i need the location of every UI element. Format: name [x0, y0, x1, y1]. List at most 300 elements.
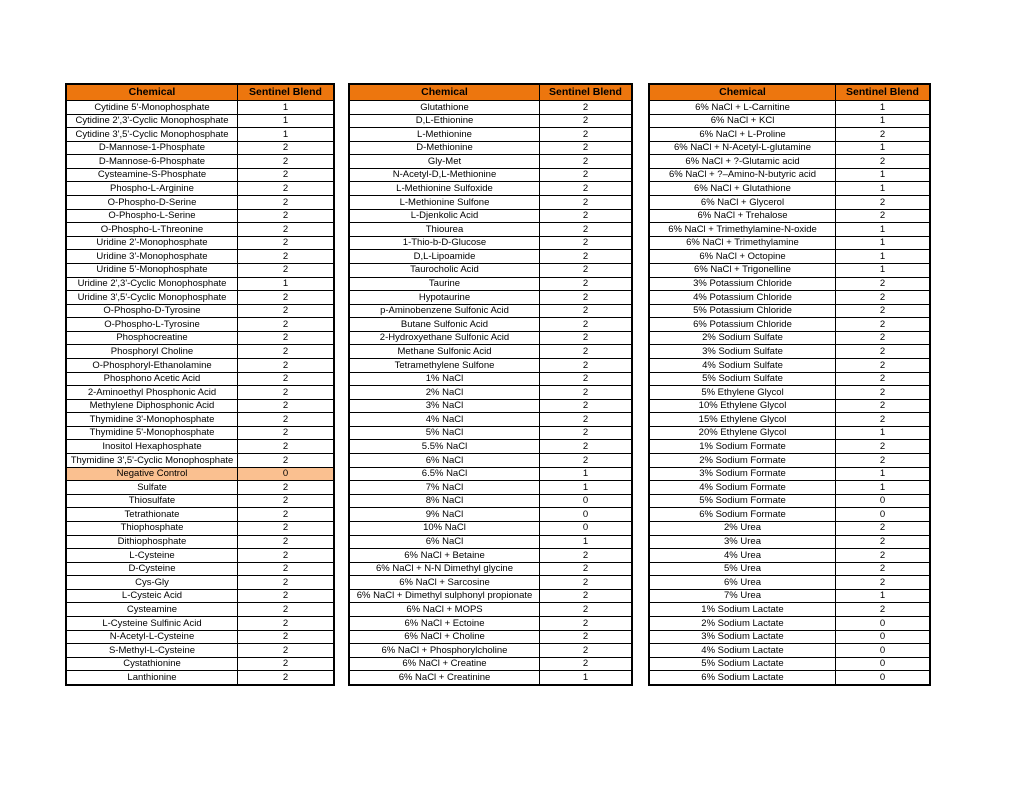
chemical-cell: Cysteamine-S-Phosphate: [67, 169, 238, 182]
blend-cell: 1: [582, 536, 589, 548]
table-row: [650, 576, 929, 590]
blend-cell: 2: [282, 210, 289, 222]
blend-cell: 2: [582, 128, 589, 140]
blend-cell: 2: [582, 359, 589, 371]
chemical-cell: 3% NaCl: [350, 400, 540, 413]
blend-cell: 2: [282, 345, 289, 357]
chemical-cell: 2-Hydroxyethane Sulfonic Acid: [350, 332, 540, 345]
blend-cell: 2: [879, 345, 886, 357]
blend-cell: 2: [582, 590, 589, 602]
blend-cell: 0: [238, 468, 333, 481]
chemical-cell: 15% Ethylene Glycol: [650, 413, 836, 426]
blend-cell: 2: [582, 278, 589, 290]
chemical-cell: 6% NaCl + Octopine: [650, 250, 836, 263]
chemical-cell: 6% Sodium Lactate: [650, 671, 836, 684]
chemical-cell: Cystathionine: [67, 658, 238, 671]
blend-cell: 2: [582, 563, 589, 575]
table-row: [650, 522, 929, 536]
table-row: [650, 264, 929, 278]
blend-cell: 2: [582, 576, 589, 588]
chemical-cell: 4% Sodium Lactate: [650, 644, 836, 657]
blend-cell: 2: [282, 250, 289, 262]
table-row: [650, 603, 929, 617]
sentinel-blend-header: Sentinel Blend: [549, 86, 622, 99]
chemical-cell: 2-Aminoethyl Phosphonic Acid: [67, 386, 238, 399]
table-row: [350, 440, 631, 454]
chemical-cell: L-Cysteine Sulfinic Acid: [67, 617, 238, 630]
table-row: [650, 318, 929, 332]
blend-cell: 2: [282, 318, 289, 330]
table-row: [350, 671, 631, 684]
chemical-cell: D,L-Ethionine: [350, 115, 540, 128]
blend-cell: 2: [282, 291, 289, 303]
table-row: [67, 427, 333, 441]
table-row: [67, 373, 333, 387]
chemical-cell: Hypotaurine: [350, 291, 540, 304]
table-row: [350, 318, 631, 332]
chemical-cell: D-Mannose-1-Phosphate: [67, 142, 238, 155]
table-row: [67, 345, 333, 359]
chemical-cell: 3% Sodium Sulfate: [650, 345, 836, 358]
table-row: [67, 128, 333, 142]
blend-cell: 2: [879, 305, 886, 317]
chemical-cell: Taurocholic Acid: [350, 264, 540, 277]
chemical-cell: 4% Sodium Sulfate: [650, 359, 836, 372]
table-row: [67, 223, 333, 237]
blend-cell: 2: [582, 264, 589, 276]
table-row: [650, 631, 929, 645]
blend-cell: 2: [879, 536, 886, 548]
blend-cell: 2: [282, 332, 289, 344]
chemical-cell: N-Acetyl-D,L-Methionine: [350, 169, 540, 182]
table-row: [350, 563, 631, 577]
table-row: [650, 101, 929, 115]
table-row: [350, 536, 631, 550]
table-row: [350, 386, 631, 400]
table-row: [67, 590, 333, 604]
chemical-cell: 6% NaCl + Trimethylamine-N-oxide: [650, 223, 836, 236]
table-row: [67, 237, 333, 251]
blend-cell: 2: [582, 237, 589, 249]
table-row: [67, 440, 333, 454]
blend-cell: 2: [282, 155, 289, 167]
chemical-cell: S-Methyl-L-Cysteine: [67, 644, 238, 657]
table-row: [350, 373, 631, 387]
table-row: [350, 495, 631, 509]
table-row: [350, 576, 631, 590]
blend-cell: 2: [282, 481, 289, 493]
table-row: [650, 278, 929, 292]
table-row: [650, 128, 929, 142]
blend-cell: 1: [879, 237, 886, 249]
chemical-cell: 5% NaCl: [350, 427, 540, 440]
blend-cell: 0: [879, 658, 886, 670]
chemical-cell: O-Phosphoryl-Ethanolamine: [67, 359, 238, 372]
chemical-cell: Gly-Met: [350, 155, 540, 168]
table-row: [350, 644, 631, 658]
chemical-cell: O-Phospho-L-Threonine: [67, 223, 238, 236]
table-header-row: [350, 85, 631, 101]
blend-cell: 1: [879, 101, 886, 113]
chemical-cell: 6% NaCl: [350, 536, 540, 549]
blend-cell: 2: [282, 440, 289, 452]
table-row: [650, 590, 929, 604]
chemical-cell: 3% Sodium Formate: [650, 468, 836, 481]
table-row: [67, 481, 333, 495]
chemical-cell: 6% NaCl + Choline: [350, 631, 540, 644]
table-row: [350, 278, 631, 292]
chemical-cell: L-Methionine: [350, 128, 540, 141]
chemical-cell: 6% NaCl + Sarcosine: [350, 576, 540, 589]
table-row: [67, 155, 333, 169]
table-row: [650, 210, 929, 224]
blend-cell: 2: [582, 305, 589, 317]
chemical-cell: 6% NaCl + Trehalose: [650, 210, 836, 223]
table-row: [350, 264, 631, 278]
blend-cell: 2: [582, 400, 589, 412]
table-row: [350, 142, 631, 156]
chemical-cell: D,L-Lipoamide: [350, 250, 540, 263]
blend-cell: 2: [582, 210, 589, 222]
table-row: [650, 345, 929, 359]
blend-cell: 2: [282, 400, 289, 412]
chemical-cell: L-Cysteic Acid: [67, 590, 238, 603]
sentinel-blend-header: Sentinel Blend: [249, 86, 322, 99]
blend-cell: 2: [582, 413, 589, 425]
table-row: [67, 536, 333, 550]
table-row: [650, 508, 929, 522]
blend-cell: 2: [282, 671, 289, 683]
blend-cell: 2: [282, 183, 289, 194]
blend-cell: 2: [282, 631, 289, 643]
blend-cell: 2: [282, 508, 289, 520]
blend-cell: 2: [282, 373, 289, 385]
table-row: [67, 291, 333, 305]
chemical-cell: 3% Potassium Chloride: [650, 278, 836, 291]
table-row: [350, 427, 631, 441]
table-row: [650, 644, 929, 658]
table-row: [67, 454, 333, 468]
blend-cell: 2: [282, 536, 289, 548]
blend-cell: 2: [282, 427, 289, 439]
blend-cell: 2: [879, 400, 886, 412]
chemical-cell: L-Djenkolic Acid: [350, 210, 540, 223]
blend-cell: 2: [582, 617, 589, 629]
table-row: [350, 115, 631, 129]
blend-cell: 1: [879, 427, 886, 439]
chemical-cell: Lanthionine: [67, 671, 238, 684]
table-row: [650, 115, 929, 129]
table-row: [67, 603, 333, 617]
sentinel-blend-header: Sentinel Blend: [846, 86, 919, 99]
table-row: [350, 155, 631, 169]
table-row: [67, 508, 333, 522]
blend-cell: 2: [582, 644, 589, 656]
table-row: [350, 454, 631, 468]
table-row: [67, 522, 333, 536]
chemical-cell: 7% NaCl: [350, 481, 540, 494]
table-row: [650, 291, 929, 305]
chemical-cell: Uridine 2'-Monophosphate: [67, 237, 238, 250]
table-row: [67, 196, 333, 210]
chemical-table-3: [648, 83, 931, 686]
chemical-cell: 6% Potassium Chloride: [650, 318, 836, 331]
chemical-cell: 5% Sodium Sulfate: [650, 373, 836, 386]
blend-cell: 1: [282, 278, 289, 290]
blend-cell: 2: [879, 454, 886, 466]
chemical-cell: N-Acetyl-L-Cysteine: [67, 631, 238, 644]
chemical-cell: Phosphoryl Choline: [67, 345, 238, 358]
table-row: [650, 563, 929, 577]
chemical-cell: 6% NaCl + Phosphorylcholine: [350, 644, 540, 657]
blend-cell: 0: [582, 508, 589, 520]
blend-cell: 0: [582, 495, 589, 507]
table-row: [67, 386, 333, 400]
blend-cell: 0: [879, 644, 886, 656]
chemical-cell: 9% NaCl: [350, 508, 540, 521]
chemical-cell: 6% NaCl + Creatine: [350, 658, 540, 671]
blend-cell: 2: [879, 196, 886, 208]
chemical-cell: 20% Ethylene Glycol: [650, 427, 836, 440]
table-row: [350, 549, 631, 563]
chemical-table-2: [348, 83, 633, 686]
table-row: [650, 549, 929, 563]
chemical-header: Chemical: [67, 85, 238, 100]
blend-cell: 1: [879, 223, 886, 235]
chemical-cell: 6% NaCl + N-N Dimethyl glycine: [350, 563, 540, 576]
table-row: [67, 305, 333, 319]
chemical-cell: Thiophosphate: [67, 522, 238, 535]
chemical-cell: 6% NaCl + Ectoine: [350, 617, 540, 630]
table-body: [350, 101, 631, 684]
chemical-cell: O-Phospho-L-Serine: [67, 210, 238, 223]
chemical-cell: Methylene Diphosphonic Acid: [67, 400, 238, 413]
blend-cell: 2: [582, 291, 589, 303]
chemical-cell: 6% NaCl + ?–Amino-N-butyric acid: [650, 169, 836, 182]
table-row: [650, 332, 929, 346]
blend-cell: 2: [282, 264, 289, 276]
table-row: [350, 169, 631, 183]
chemical-cell: Thymidine 3',5'-Cyclic Monophosphate: [67, 454, 238, 467]
table-row: [650, 196, 929, 210]
chemical-cell: 6% NaCl + Glutathione: [650, 182, 836, 195]
table-row: [67, 169, 333, 183]
chemical-cell: Inositol Hexaphosphate: [67, 440, 238, 453]
blend-cell: 2: [879, 522, 886, 534]
chemical-cell: Phosphono Acetic Acid: [67, 373, 238, 386]
blend-cell: 2: [582, 603, 589, 615]
table-row: [650, 413, 929, 427]
chemical-cell: Sulfate: [67, 481, 238, 494]
table-row: [350, 101, 631, 115]
chemical-cell: Cys-Gly: [67, 576, 238, 589]
blend-cell: 2: [582, 223, 589, 235]
table-row: [350, 617, 631, 631]
blend-cell: 2: [282, 223, 289, 235]
chemical-cell: 8% NaCl: [350, 495, 540, 508]
blend-cell: 2: [282, 549, 289, 561]
blend-cell: 2: [879, 359, 886, 371]
chemical-cell: 2% Sodium Sulfate: [650, 332, 836, 345]
table-row: [67, 400, 333, 414]
chemical-cell: Cytidine 5'-Monophosphate: [67, 101, 238, 114]
chemical-cell: Phospho-L-Arginine: [67, 182, 238, 195]
chemical-cell: 6% NaCl + KCl: [650, 115, 836, 128]
chemical-header: Chemical: [350, 85, 540, 100]
blend-cell: 2: [879, 576, 886, 588]
chemical-cell: Cytidine 3',5'-Cyclic Monophosphate: [67, 128, 238, 141]
chemical-cell: 6% NaCl + N-Acetyl-L-glutamine: [650, 142, 836, 155]
chemical-cell: 5% Ethylene Glycol: [650, 386, 836, 399]
blend-cell: 2: [582, 115, 589, 127]
table-row: [67, 495, 333, 509]
table-row: [67, 250, 333, 264]
blend-cell: 1: [879, 590, 886, 602]
table-row: [67, 332, 333, 346]
blend-cell: 0: [582, 522, 589, 534]
table-row: [67, 671, 333, 684]
blend-cell: 2: [582, 332, 589, 344]
chemical-cell: 4% Potassium Chloride: [650, 291, 836, 304]
blend-cell: 2: [582, 345, 589, 357]
chemical-cell: 2% Sodium Formate: [650, 454, 836, 467]
table-row: [650, 454, 929, 468]
blend-cell: 2: [282, 590, 289, 602]
chemical-cell: Methane Sulfonic Acid: [350, 345, 540, 358]
chemical-cell: 6% NaCl + Creatinine: [350, 671, 540, 684]
table-row: [650, 427, 929, 441]
blend-cell: 2: [879, 386, 886, 398]
blend-cell: 2: [879, 128, 886, 140]
chemical-cell: 10% NaCl: [350, 522, 540, 535]
blend-cell: 2: [582, 142, 589, 154]
blend-cell: 2: [282, 142, 289, 154]
chemical-cell: 6% NaCl + Trigonelline: [650, 264, 836, 277]
chemical-cell: L-Methionine Sulfoxide: [350, 182, 540, 195]
chemical-cell: 1% NaCl: [350, 373, 540, 386]
blend-cell: 2: [582, 318, 589, 330]
blend-cell: 2: [582, 386, 589, 398]
table-row: [67, 318, 333, 332]
chemical-cell: 6% Sodium Formate: [650, 508, 836, 521]
blend-cell: 2: [879, 291, 886, 303]
table-row: [650, 155, 929, 169]
chemical-cell: L-Cysteine: [67, 549, 238, 562]
table-row: [650, 495, 929, 509]
blend-cell: 2: [282, 386, 289, 398]
chemical-cell: 6% NaCl: [350, 454, 540, 467]
blend-cell: 2: [282, 305, 289, 317]
chemical-cell: Taurine: [350, 278, 540, 291]
table-row: [67, 644, 333, 658]
blend-cell: 1: [879, 169, 886, 181]
table-row: [350, 182, 631, 196]
blend-cell: 2: [879, 440, 886, 452]
chemical-cell: O-Phospho-D-Serine: [67, 196, 238, 209]
blend-cell: 2: [282, 617, 289, 629]
blend-cell: 1: [879, 115, 886, 127]
table-row: [350, 603, 631, 617]
chemical-cell: 6% NaCl + MOPS: [350, 603, 540, 616]
blend-cell: 1: [282, 101, 289, 113]
chemical-cell: O-Phospho-D-Tyrosine: [67, 305, 238, 318]
blend-cell: 2: [879, 603, 886, 615]
chemical-cell: Negative Control: [67, 468, 238, 481]
chemical-cell: 3% Sodium Lactate: [650, 631, 836, 644]
table-row: [350, 237, 631, 251]
blend-cell: 0: [879, 495, 886, 507]
table-row: [650, 658, 929, 672]
chemical-cell: 5% Urea: [650, 563, 836, 576]
chemical-cell: Cysteamine: [67, 603, 238, 616]
blend-cell: 0: [879, 617, 886, 629]
blend-cell: 2: [582, 101, 589, 113]
chemical-cell: 3% Urea: [650, 536, 836, 549]
chemical-cell: 6% NaCl + L-Carnitine: [650, 101, 836, 114]
blend-cell: 2: [282, 413, 289, 425]
blend-cell: 1: [879, 183, 886, 194]
blend-cell: 2: [879, 373, 886, 385]
table-row: [650, 468, 929, 482]
chemical-cell: 6% NaCl + Trimethylamine: [650, 237, 836, 250]
blend-cell: 2: [582, 427, 589, 439]
table-row: [67, 101, 333, 115]
blend-cell: 2: [282, 495, 289, 507]
table-row: [67, 631, 333, 645]
table-row: [350, 345, 631, 359]
chemical-cell: Phosphocreatine: [67, 332, 238, 345]
table-row: [650, 386, 929, 400]
blend-cell: 0: [879, 631, 886, 643]
table-row: [67, 549, 333, 563]
chemical-cell: 1% Sodium Formate: [650, 440, 836, 453]
chemical-cell: 5.5% NaCl: [350, 440, 540, 453]
blend-cell: 1: [879, 481, 886, 493]
chemical-cell: 6% NaCl + Betaine: [350, 549, 540, 562]
chemical-cell: 6% NaCl + Dimethyl sulphonyl propionate: [350, 590, 540, 603]
table-row: [67, 658, 333, 672]
chemical-cell: Dithiophosphate: [67, 536, 238, 549]
blend-cell: 1: [282, 115, 289, 127]
table-row: [67, 115, 333, 129]
blend-cell: 2: [282, 644, 289, 656]
blend-cell: 1: [879, 142, 886, 154]
chemical-cell: 6% Urea: [650, 576, 836, 589]
chemical-header: Chemical: [650, 85, 836, 100]
blend-cell: 2: [282, 454, 289, 466]
blend-cell: 2: [879, 155, 886, 167]
chemical-cell: Butane Sulfonic Acid: [350, 318, 540, 331]
chemical-cell: D-Methionine: [350, 142, 540, 155]
blend-cell: 1: [879, 468, 886, 480]
table-row: [650, 671, 929, 684]
blend-cell: 2: [582, 196, 589, 208]
chemical-cell: 6.5% NaCl: [350, 468, 540, 481]
chemical-cell: 4% Urea: [650, 549, 836, 562]
chemical-cell: Uridine 3'-Monophosphate: [67, 250, 238, 263]
table-row: [67, 182, 333, 196]
chemical-cell: 2% Urea: [650, 522, 836, 535]
table-row: [350, 305, 631, 319]
blend-cell: 2: [879, 549, 886, 561]
blend-cell: 2: [282, 563, 289, 575]
chemical-cell: 4% Sodium Formate: [650, 481, 836, 494]
table-row: [650, 536, 929, 550]
table-row: [350, 400, 631, 414]
table-row: [650, 400, 929, 414]
chemical-cell: 5% Potassium Chloride: [650, 305, 836, 318]
table-row: [650, 142, 929, 156]
